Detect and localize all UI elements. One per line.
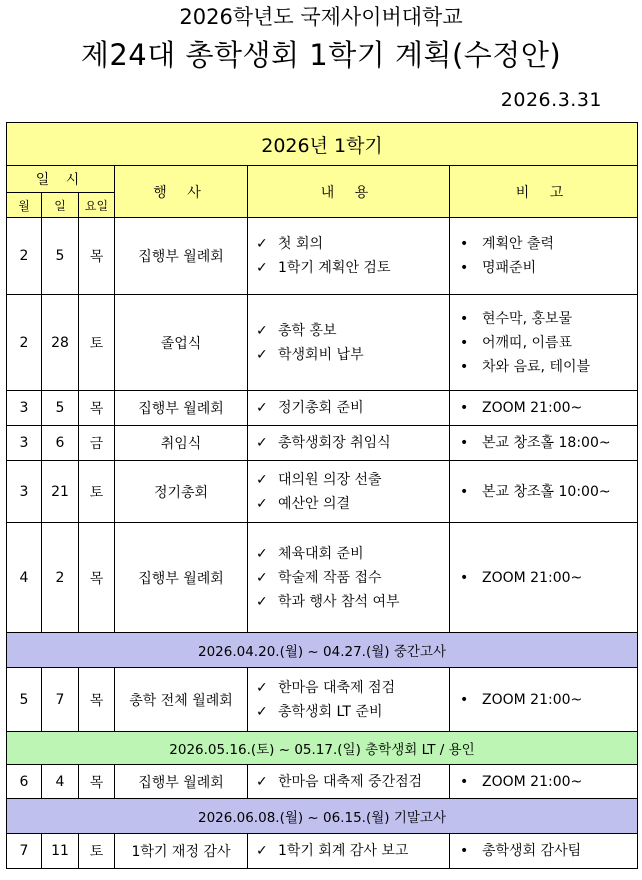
content-item: ✓ 정기총회 준비 [256,396,449,420]
content-item: ✓ 학과 행사 참석 여부 [256,590,449,614]
day-cell: 11 [42,834,79,869]
content-header: 내 용 [248,166,450,218]
event-cell: 정기총회 [115,461,248,523]
band-label: 2026.04.20.(월) ~ 04.27.(월) 중간고사 [7,633,638,668]
semester-header-row [7,123,638,166]
content-cell [248,461,450,523]
note-item: • 명패준비 [458,256,637,280]
content-item: ✓ 총학생회장 취임식 [256,431,449,455]
content-item: ✓ 대의원 의장 선출 [256,468,449,492]
checklist [256,839,449,863]
schedule-row [7,461,638,523]
month-cell: 4 [7,523,42,633]
note-cell [450,523,638,633]
schedule-row [7,218,638,295]
month-cell: 2 [7,218,42,295]
content-cell [248,426,450,461]
day-cell: 6 [42,426,79,461]
bullet-list [458,839,637,863]
month-cell: 7 [7,834,42,869]
midterm-exam-band [7,633,638,668]
event-cell: 총학 전체 월례회 [115,668,248,732]
checklist [256,431,449,455]
schedule-row [7,834,638,869]
content-cell [248,391,450,426]
event-cell: 집행부 월례회 [115,218,248,295]
note-item: • 어깨띠, 이름표 [458,331,637,355]
content-item: ✓ 총학생회 LT 준비 [256,700,449,724]
note-item: • 현수막, 홍보물 [458,307,637,331]
weekday-cell: 목 [79,391,115,426]
note-item: • ZOOM 21:00~ [458,770,637,794]
day-header: 일 [42,193,79,218]
month-cell: 6 [7,765,42,799]
weekday-cell: 목 [79,668,115,732]
weekday-cell: 목 [79,523,115,633]
content-item: ✓ 예산안 의결 [256,492,449,516]
note-item: • 총학생회 감사팀 [458,839,637,863]
event-header: 행 사 [115,166,248,218]
weekday-cell: 목 [79,218,115,295]
schedule-row [7,426,638,461]
semester-plan-table [6,122,638,869]
weekday-cell: 목 [79,765,115,799]
note-cell [450,834,638,869]
note-cell [450,426,638,461]
event-cell: 졸업식 [115,295,248,391]
schedule-row [7,668,638,732]
day-cell: 28 [42,295,79,391]
checklist [256,468,449,516]
event-cell: 집행부 월례회 [115,765,248,799]
note-item: • 본교 창조홀 10:00~ [458,480,637,504]
content-item: ✓ 1학기 회계 감사 보고 [256,839,449,863]
month-cell: 3 [7,391,42,426]
note-item: • 계획안 출력 [458,232,637,256]
content-item: ✓ 체육대회 준비 [256,542,449,566]
bullet-list [458,307,637,379]
final-exam-band [7,799,638,834]
content-item: ✓ 총학 홍보 [256,319,449,343]
day-cell: 21 [42,461,79,523]
bullet-list [458,431,637,455]
note-item: • 차와 음료, 테이블 [458,355,637,379]
weekday-cell: 토 [79,834,115,869]
schedule-row [7,391,638,426]
bullet-list [458,480,637,504]
band-label: 2026.06.08.(월) ~ 06.15.(월) 기말고사 [7,799,638,834]
note-cell [450,668,638,732]
checklist [256,232,449,280]
month-cell: 5 [7,668,42,732]
weekday-cell: 금 [79,426,115,461]
weekday-cell: 토 [79,295,115,391]
month-header: 월 [7,193,42,218]
note-item: • ZOOM 21:00~ [458,688,637,712]
event-cell: 집행부 월례회 [115,391,248,426]
plan-title: 제24대 총학생회 1학기 계획(수정안) [80,38,562,72]
note-cell [450,218,638,295]
school-year-title: 2026학년도 국제사이버대학교 [179,5,463,29]
band-label: 2026.05.16.(토) ~ 05.17.(일) 총학생회 LT / 용인 [7,732,638,765]
day-cell: 2 [42,523,79,633]
bullet-list [458,396,637,420]
bullet-list [458,232,637,280]
weekday-header: 요일 [79,193,115,218]
note-item: • 본교 창조홀 18:00~ [458,431,637,455]
content-cell [248,834,450,869]
content-item: ✓ 한마음 대축제 점검 [256,676,449,700]
month-cell: 3 [7,461,42,523]
note-cell [450,765,638,799]
content-cell [248,523,450,633]
bullet-list [458,688,637,712]
note-cell [450,461,638,523]
month-cell: 2 [7,295,42,391]
content-item: ✓ 1학기 계획안 검토 [256,256,449,280]
month-cell: 3 [7,426,42,461]
weekday-cell: 토 [79,461,115,523]
bullet-list [458,566,637,590]
checklist [256,396,449,420]
note-item: • ZOOM 21:00~ [458,566,637,590]
note-item: • ZOOM 21:00~ [458,396,637,420]
checklist [256,542,449,614]
checklist [256,770,449,794]
content-cell [248,218,450,295]
content-item: ✓ 학술제 작품 접수 [256,566,449,590]
day-cell: 5 [42,391,79,426]
note-header: 비 고 [450,166,638,218]
document-date: 2026.3.31 [500,89,602,111]
content-item: ✓ 첫 회의 [256,232,449,256]
content-cell [248,668,450,732]
content-cell [248,765,450,799]
event-cell: 1학기 재정 감사 [115,834,248,869]
event-cell: 취임식 [115,426,248,461]
note-cell [450,391,638,426]
semester-label: 2026년 1학기 [7,123,638,166]
column-header-row [7,166,638,193]
date-header: 일 시 [7,166,115,193]
schedule-row [7,295,638,391]
student-council-lt-band [7,732,638,765]
checklist [256,676,449,724]
bullet-list [458,770,637,794]
day-cell: 7 [42,668,79,732]
day-cell: 4 [42,765,79,799]
event-cell: 집행부 월례회 [115,523,248,633]
schedule-row [7,523,638,633]
note-cell [450,295,638,391]
content-item: ✓ 학생회비 납부 [256,343,449,367]
content-item: ✓ 한마음 대축제 중간점검 [256,770,449,794]
checklist [256,319,449,367]
schedule-row [7,765,638,799]
day-cell: 5 [42,218,79,295]
content-cell [248,295,450,391]
